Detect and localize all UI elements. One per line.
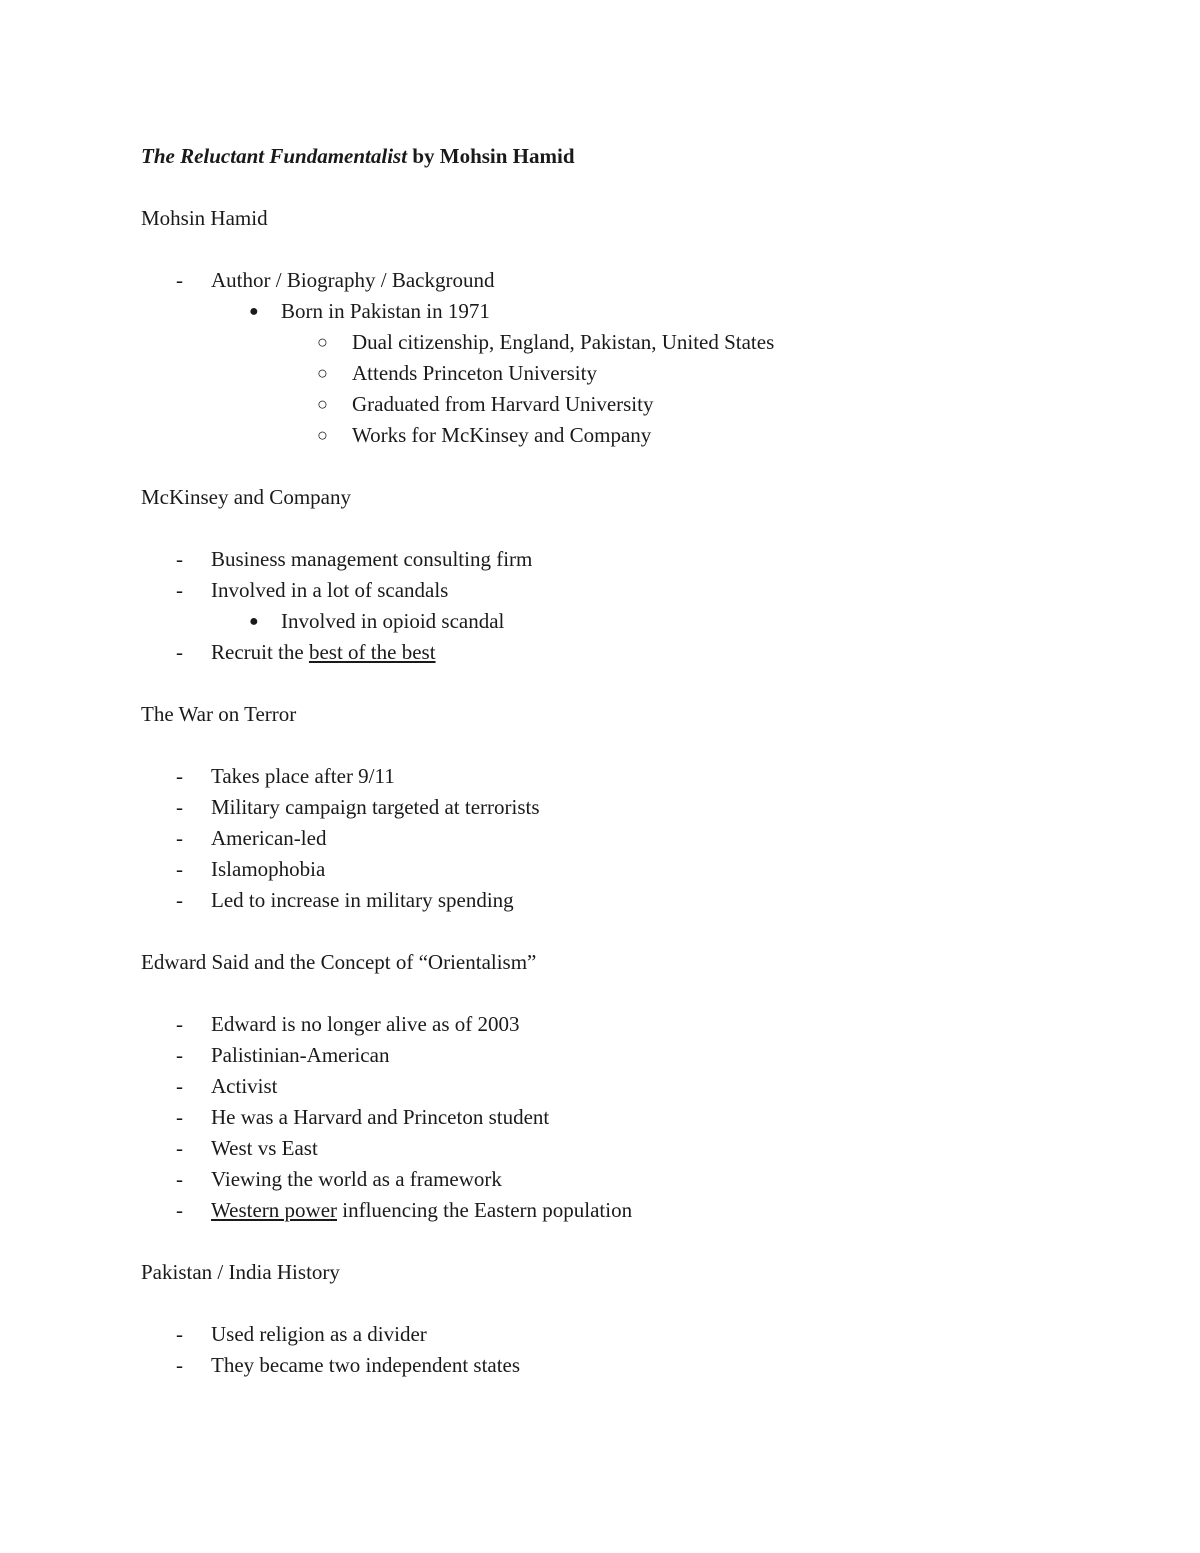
- list-item: [141, 606, 1101, 637]
- list-item: [141, 389, 1101, 420]
- dash-bullet: -: [176, 1353, 183, 1377]
- list-item: [141, 544, 1101, 575]
- section: [141, 947, 1101, 1226]
- item-text: Author / Biography / Background: [211, 268, 495, 292]
- list-item: [141, 637, 1101, 668]
- dash-bullet: -: [176, 547, 183, 571]
- dash-bullet: -: [176, 1322, 183, 1346]
- section-heading: Mohsin Hamid: [141, 206, 268, 230]
- sections-container: [141, 203, 1101, 1381]
- item-text: Involved in a lot of scandals: [211, 578, 449, 602]
- dash-bullet: -: [176, 578, 183, 602]
- dash-bullet: -: [176, 888, 183, 912]
- list-item: [141, 1071, 1101, 1102]
- filled-bullet-icon: ●: [249, 303, 259, 320]
- section: [141, 482, 1101, 668]
- item-text: Recruit the: [211, 640, 309, 664]
- item-text: influencing the Eastern population: [337, 1198, 633, 1222]
- dash-bullet: -: [176, 1105, 183, 1129]
- dash-bullet: -: [176, 640, 183, 664]
- filled-bullet-icon: ●: [249, 613, 259, 630]
- list-item: [141, 1133, 1101, 1164]
- item-text: Born in Pakistan in 1971: [281, 299, 490, 323]
- dash-bullet: -: [176, 1043, 183, 1067]
- list-item: [141, 823, 1101, 854]
- list-item: [141, 1350, 1101, 1381]
- dash-bullet: -: [176, 826, 183, 850]
- list-item: [141, 1164, 1101, 1195]
- dash-bullet: -: [176, 1136, 183, 1160]
- dash-bullet: -: [176, 1074, 183, 1098]
- item-text: Edward is no longer alive as of 2003: [211, 1012, 520, 1036]
- item-text: Business management consulting firm: [211, 547, 533, 571]
- item-text: They became two independent states: [211, 1353, 521, 1377]
- list-item: [141, 265, 1101, 296]
- list-item: [141, 1195, 1101, 1226]
- list-item: [141, 575, 1101, 606]
- item-text: Islamophobia: [211, 857, 326, 881]
- document-title: [141, 141, 1101, 172]
- underlined-text: best of the best: [308, 640, 436, 664]
- list-item: [141, 761, 1101, 792]
- list-item: [141, 1102, 1101, 1133]
- list-item: [141, 1040, 1101, 1071]
- list-item: [141, 854, 1101, 885]
- section: [141, 203, 1101, 451]
- item-text: Military campaign targeted at terrorists: [211, 795, 540, 819]
- item-text: Palistinian-American: [211, 1043, 390, 1067]
- item-text: Works for McKinsey and Company: [352, 423, 652, 447]
- section-heading: McKinsey and Company: [141, 485, 351, 509]
- underlined-text: Western power: [211, 1198, 338, 1222]
- list-item: [141, 358, 1101, 389]
- list-item: [141, 1319, 1101, 1350]
- dash-bullet: -: [176, 1167, 183, 1191]
- list-item: [141, 885, 1101, 916]
- dash-bullet: -: [176, 1012, 183, 1036]
- item-text: Dual citizenship, England, Pakistan, United States: [352, 330, 775, 354]
- hollow-bullet-icon: ○: [317, 394, 328, 414]
- hollow-bullet-icon: ○: [317, 332, 328, 352]
- title-book-name: The Reluctant Fundamentalist: [141, 144, 408, 168]
- list-item: [141, 420, 1101, 451]
- dash-bullet: -: [176, 795, 183, 819]
- item-text: Viewing the world as a framework: [211, 1167, 502, 1191]
- document-body: [141, 141, 1101, 1412]
- item-text: Activist: [211, 1074, 278, 1098]
- item-text: Led to increase in military spending: [211, 888, 514, 912]
- hollow-bullet-icon: ○: [317, 425, 328, 445]
- hollow-bullet-icon: ○: [317, 363, 328, 383]
- item-text: Graduated from Harvard University: [352, 392, 654, 416]
- item-text: West vs East: [211, 1136, 318, 1160]
- list-item: [141, 792, 1101, 823]
- list-item: [141, 296, 1101, 327]
- dash-bullet: -: [176, 268, 183, 292]
- dash-bullet: -: [176, 1198, 183, 1222]
- item-text: Involved in opioid scandal: [281, 609, 505, 633]
- dash-bullet: -: [176, 857, 183, 881]
- item-text: Used religion as a divider: [211, 1322, 427, 1346]
- section: [141, 699, 1101, 916]
- item-text: Attends Princeton University: [352, 361, 597, 385]
- item-text: Takes place after 9/11: [211, 764, 395, 788]
- section-heading: Edward Said and the Concept of “Orientalism”: [141, 950, 537, 974]
- item-text: He was a Harvard and Princeton student: [211, 1105, 550, 1129]
- section-heading: The War on Terror: [141, 702, 297, 726]
- item-text: American-led: [211, 826, 327, 850]
- title-author: by Mohsin Hamid: [407, 144, 575, 168]
- list-item: [141, 1009, 1101, 1040]
- dash-bullet: -: [176, 764, 183, 788]
- list-item: [141, 327, 1101, 358]
- section-heading: Pakistan / India History: [141, 1260, 340, 1284]
- section: [141, 1257, 1101, 1381]
